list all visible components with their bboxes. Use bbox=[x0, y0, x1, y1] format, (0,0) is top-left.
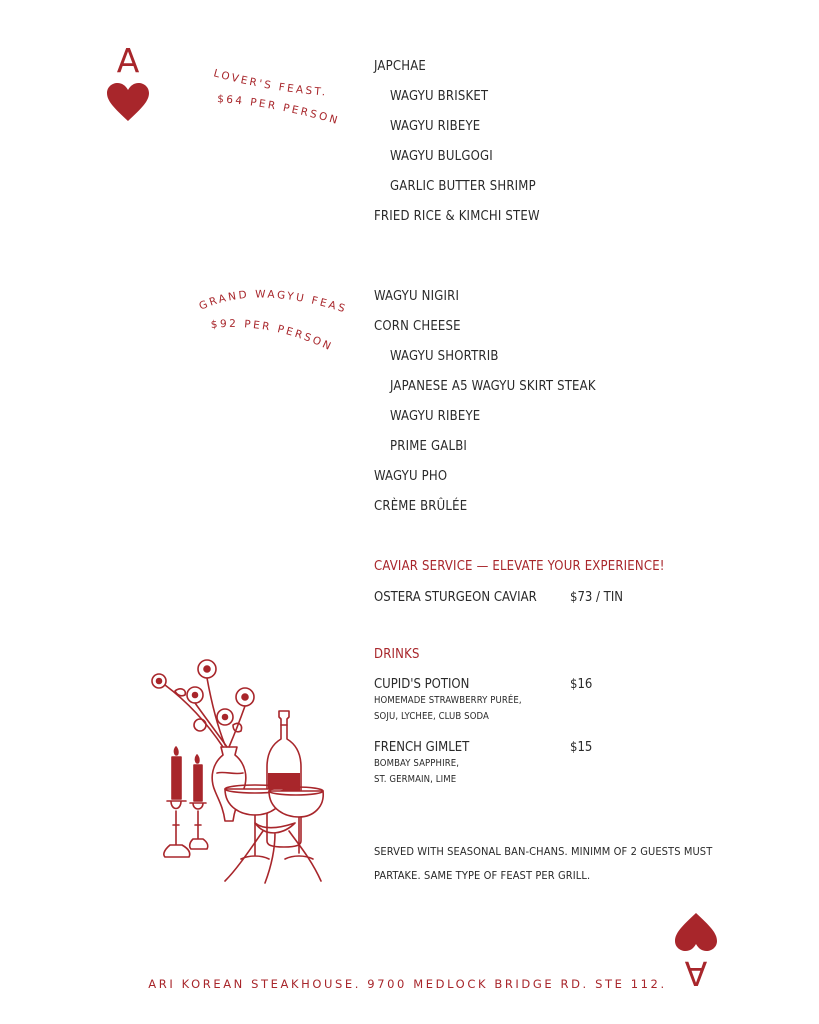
drink-name: CUPID'S POTION bbox=[374, 677, 470, 692]
drink-price: $15 bbox=[570, 740, 593, 755]
feast-title: GRAND WAGYU FEAS bbox=[197, 288, 349, 316]
drink-description: HOMEMADE STRAWBERRY PURÉE, bbox=[374, 695, 522, 706]
heart-icon bbox=[106, 82, 150, 122]
drink-description: SOJU, LYCHEE, CLUB SODA bbox=[374, 711, 489, 722]
menu-item: CRÈME BRÛLÉE bbox=[374, 499, 468, 514]
candle-icon bbox=[164, 747, 208, 857]
footer-text: ARI KOREAN STEAKHOUSE. 9700 MEDLOCK BRIDGE RD. STE 112. bbox=[148, 977, 667, 991]
menu-item: WAGYU RIBEYE bbox=[390, 119, 481, 134]
drink-description: BOMBAY SAPPHIRE, bbox=[374, 758, 460, 769]
feast-label-grand-wagyu bbox=[195, 286, 375, 366]
ribbon-icon bbox=[225, 823, 321, 883]
feast-menu-lovers bbox=[374, 59, 540, 239]
menu-item: WAGYU PHO bbox=[374, 469, 448, 484]
flower-icon bbox=[152, 660, 254, 747]
menu-item: GARLIC BUTTER SHRIMP bbox=[390, 179, 536, 194]
card-rank-inverted: A bbox=[684, 954, 708, 993]
heart-icon bbox=[674, 912, 718, 952]
drinks-heading: DRINKS bbox=[374, 647, 420, 662]
drink-item bbox=[374, 740, 614, 788]
caviar-row bbox=[374, 590, 624, 605]
card-corner-top bbox=[106, 41, 156, 122]
caviar-item: OSTERA STURGEON CAVIAR bbox=[374, 590, 537, 605]
menu-item: CORN CHEESE bbox=[374, 319, 461, 334]
still-life-illustration-icon bbox=[145, 655, 330, 890]
menu-item: WAGYU BRISKET bbox=[390, 89, 489, 104]
feast-note: SERVED WITH SEASONAL BAN-CHANS. MINIMM OF 2 GUESTS MUST PARTAKE. SAME TYPE OF FEAST PER GRILL. bbox=[374, 845, 713, 882]
drink-name: FRENCH GIMLET bbox=[374, 740, 470, 755]
menu-item: JAPANESE A5 WAGYU SKIRT STEAK bbox=[390, 379, 596, 394]
caviar-heading: CAVIAR SERVICE — ELEVATE YOUR EXPERIENCE! bbox=[374, 559, 665, 574]
menu-item: WAGYU BULGOGI bbox=[390, 149, 493, 164]
menu-item: WAGYU NIGIRI bbox=[374, 289, 460, 304]
card-rank: A bbox=[116, 41, 140, 80]
feast-price: $92 PER PERSON bbox=[210, 317, 335, 354]
drink-price: $16 bbox=[570, 677, 593, 692]
menu-item: WAGYU SHORTRIB bbox=[390, 349, 499, 364]
feast-menu-grand-wagyu bbox=[374, 289, 596, 529]
feast-label-lovers bbox=[205, 62, 385, 142]
menu-item: WAGYU RIBEYE bbox=[390, 409, 481, 424]
feast-title: LOVER'S FEAST. bbox=[212, 67, 329, 99]
menu-item: FRIED RICE & KIMCHI STEW bbox=[374, 209, 540, 224]
caviar-price: $73 / TIN bbox=[570, 590, 624, 605]
drink-description: ST. GERMAIN, LIME bbox=[374, 774, 457, 785]
footer-address bbox=[0, 977, 819, 991]
menu-item: JAPCHAE bbox=[374, 59, 427, 74]
drink-item bbox=[374, 677, 614, 725]
feast-price: $64 PER PERSON bbox=[216, 93, 341, 128]
menu-item: PRIME GALBI bbox=[390, 439, 468, 454]
